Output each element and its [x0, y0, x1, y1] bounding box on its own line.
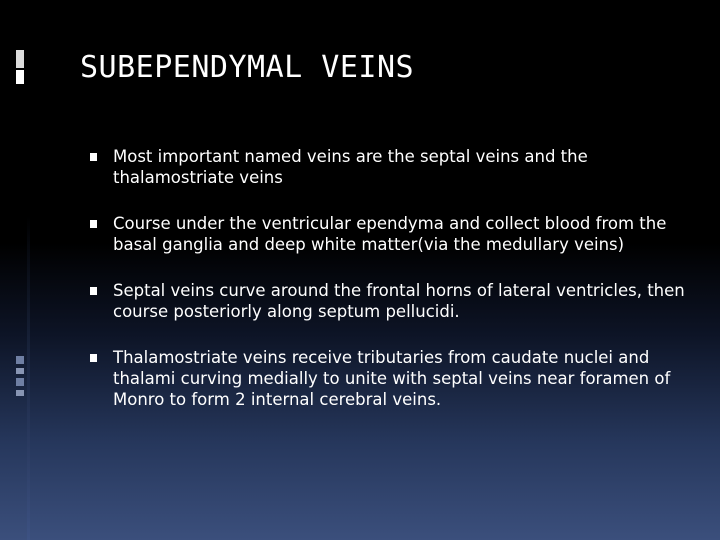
decorative-accent-bar: [16, 70, 24, 84]
slide-title: SUBEPENDYMAL VEINS: [80, 50, 415, 85]
bullet-text: Course under the ventricular ependyma and collect blood from the basal ganglia and deep white matter(via the medullary veins): [113, 214, 667, 254]
square-bullet-icon: [90, 220, 97, 228]
left-border-line: [27, 0, 30, 540]
decorative-accent-bar: [16, 50, 24, 68]
bullet-item: [90, 347, 685, 410]
decorative-accent-square: [16, 368, 24, 374]
decorative-accent-square: [16, 378, 24, 386]
bullet-text: Thalamostriate veins receive tributaries from caudate nuclei and thalami curving medially to unite with septal veins near foramen of Monro to form 2 internal cerebral veins.: [113, 348, 671, 409]
bullet-text: Most important named veins are the septal veins and the thalamostriate veins: [113, 147, 588, 187]
square-bullet-icon: [90, 153, 97, 161]
bullet-list: [90, 146, 685, 435]
bullet-item: [90, 280, 685, 322]
decorative-accent-square: [16, 356, 24, 364]
decorative-accent-square: [16, 390, 24, 396]
square-bullet-icon: [90, 354, 97, 362]
bullet-item: [90, 213, 685, 255]
square-bullet-icon: [90, 287, 97, 295]
bullet-text: Septal veins curve around the frontal horns of lateral ventricles, then course posteriorly along septum pellucidi.: [113, 281, 685, 321]
bullet-item: [90, 146, 685, 188]
